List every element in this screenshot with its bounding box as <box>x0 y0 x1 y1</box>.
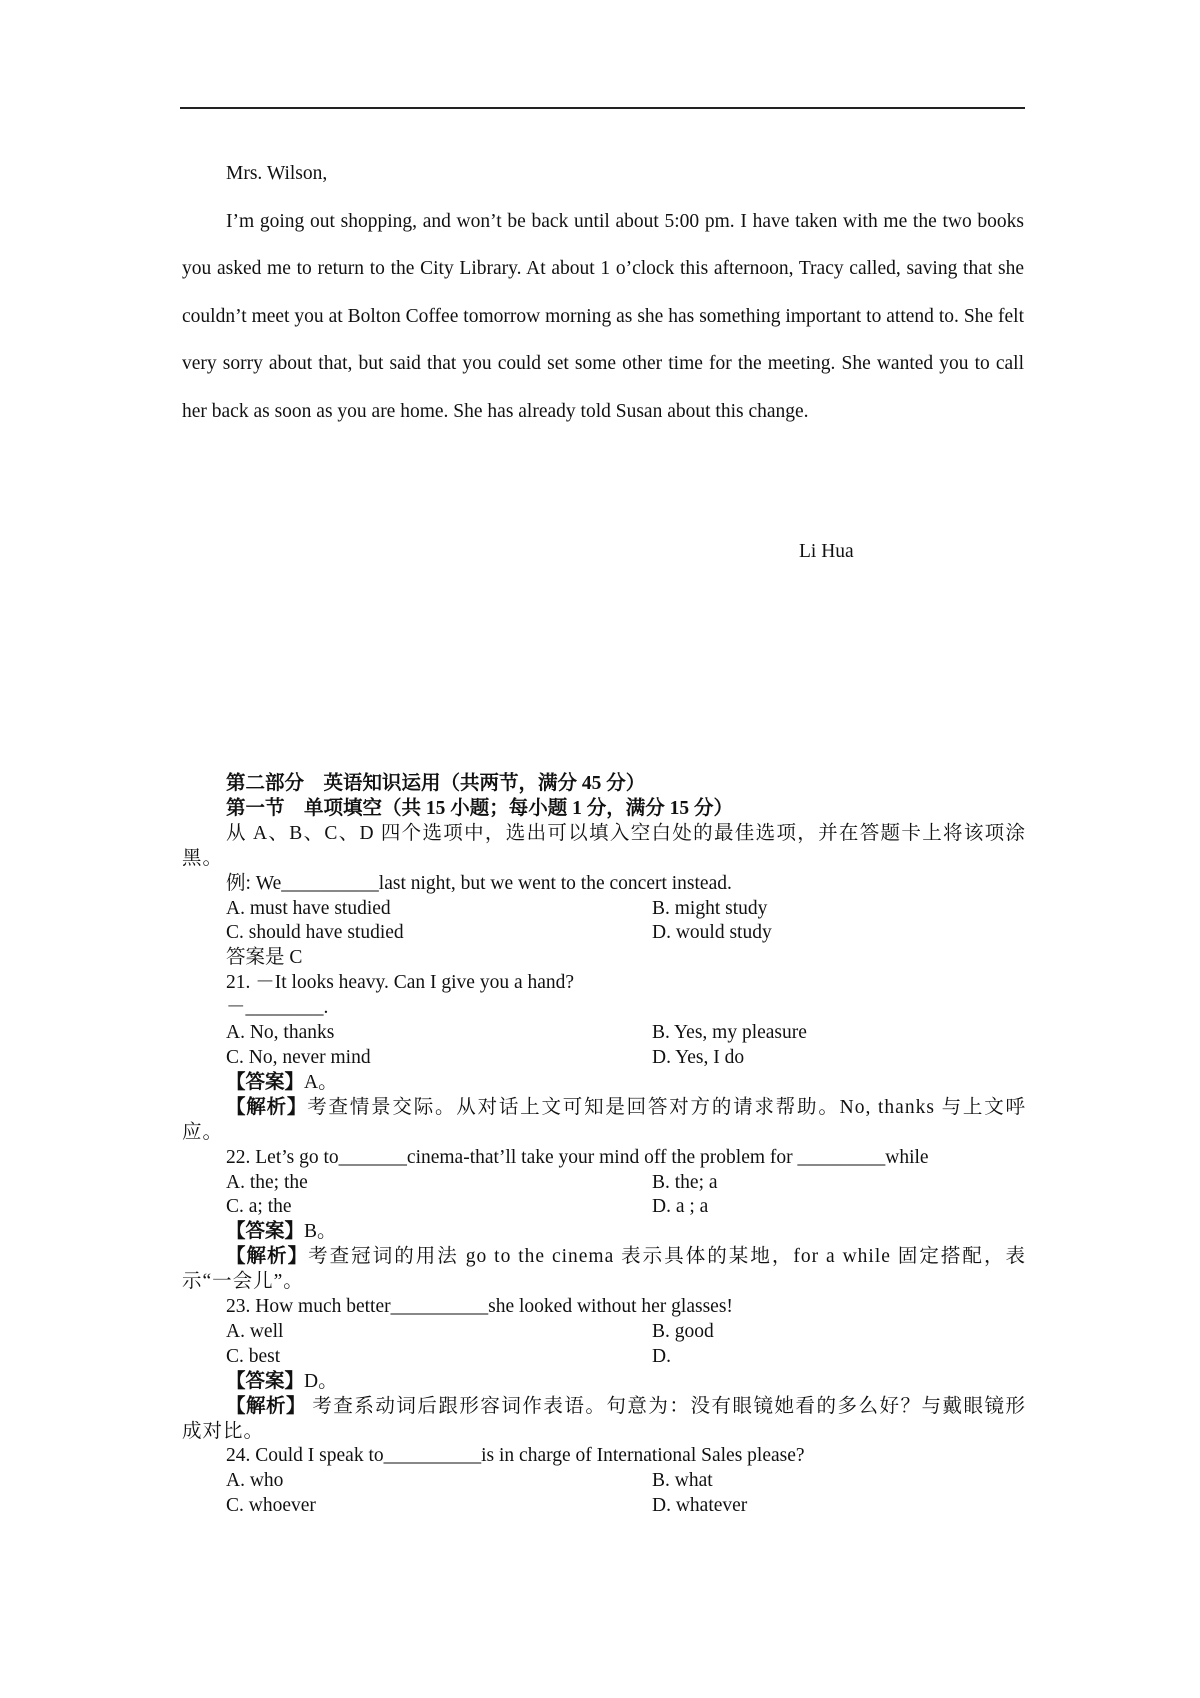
example-option-b: B. might study <box>652 897 768 919</box>
q24-option-a: A. who <box>226 1470 284 1492</box>
letter-signature: Li Hua <box>799 541 854 562</box>
q21-option-d: D. Yes, I do <box>652 1046 745 1068</box>
q23-analysis <box>182 1395 1026 1445</box>
q21-option-a: A. No, thanks <box>226 1022 335 1044</box>
q24-stem: 24. Could I speak to__________is in charge of International Sales please? <box>226 1445 805 1467</box>
example-option-c: C. should have studied <box>226 922 404 944</box>
example-option-d: D. would study <box>652 922 772 944</box>
section-one-heading: 第一节 单项填空（共 15 小题；每小题 1 分，满分 15 分） <box>226 797 734 819</box>
q23-options-row-2 <box>182 1345 1026 1370</box>
q21-analysis <box>182 1096 1026 1146</box>
q22-option-c: C. a; the <box>226 1196 292 1218</box>
example-options-row-1 <box>182 897 1026 922</box>
q22-answer-value: B。 <box>304 1221 337 1243</box>
q24-option-b: B. what <box>652 1470 713 1492</box>
q23-option-c: C. best <box>226 1345 281 1367</box>
q24-options-row-1 <box>182 1469 1026 1494</box>
part-two <box>182 772 1026 1519</box>
instructions: 从 A、B、C、D 四个选项中，选出可以填入空白处的最佳选项，并在答题卡上将该项涂黑。 <box>182 822 1026 869</box>
q23-analysis-text: 考查系动词后跟形容词作表语。句意为：没有眼镜她看的多么好？与戴眼镜形成对比。 <box>182 1395 1026 1442</box>
q21-answer-value: A。 <box>304 1071 338 1093</box>
q22-answer <box>182 1220 1026 1245</box>
answer-tag: 【答案】 <box>226 1370 305 1392</box>
q24-options-row-2 <box>182 1494 1026 1519</box>
q22-option-b: B. the; a <box>652 1171 718 1193</box>
example-options-row-2 <box>182 921 1026 946</box>
q22-options-row-1 <box>182 1171 1026 1196</box>
q23-option-a: A. well <box>226 1320 284 1342</box>
q22-analysis <box>182 1245 1026 1295</box>
header-rule <box>180 107 1025 109</box>
q21-answer <box>182 1071 1026 1096</box>
example-answer: 答案是 C <box>226 947 303 969</box>
analysis-tag: 【解析】 <box>226 1395 307 1417</box>
q22-options-row-2 <box>182 1195 1026 1220</box>
example-option-a: A. must have studied <box>226 897 391 919</box>
q21-stem: 21. －It looks heavy. Can I give you a hand? <box>226 972 575 994</box>
letter-salutation: Mrs. Wilson, <box>226 163 328 184</box>
q22-option-a: A. the; the <box>226 1171 308 1193</box>
q23-options-row-1 <box>182 1320 1026 1345</box>
example-stem: 例: We__________last night, but we went to the concert instead. <box>226 872 732 894</box>
analysis-tag: 【解析】 <box>226 1246 309 1268</box>
letter <box>182 150 1024 562</box>
answer-tag: 【答案】 <box>226 1071 305 1093</box>
q22-analysis-text: 考查冠词的用法 go to the cinema 表示具体的某地，for a while 固定搭配，表示“一会儿”。 <box>182 1246 1026 1293</box>
part-two-heading: 第二部分 英语知识运用（共两节，满分 45 分） <box>226 773 646 794</box>
q23-option-b: B. good <box>652 1320 714 1342</box>
q21-options-row-1 <box>182 1021 1026 1046</box>
q21-reply: －________. <box>226 997 329 1019</box>
answer-tag: 【答案】 <box>226 1221 305 1243</box>
q22-option-d: D. a ; a <box>652 1196 709 1218</box>
q21-option-b: B. Yes, my pleasure <box>652 1022 807 1044</box>
q24-option-c: C. whoever <box>226 1495 316 1517</box>
q21-analysis-text: 考查情景交际。从对话上文可知是回答对方的请求帮助。No, thanks 与上文呼应。 <box>182 1096 1026 1143</box>
q21-options-row-2 <box>182 1046 1026 1071</box>
q23-option-d: D. <box>652 1345 671 1367</box>
analysis-tag: 【解析】 <box>226 1096 308 1118</box>
q24-option-d: D. whatever <box>652 1495 748 1517</box>
letter-body: I’m going out shopping, and won’t be back until about 5:00 pm. I have taken with me the two books you asked me to return to the City Library. At about 1 o’clock this afternoon, Tracy called, saving that she couldn’t meet you at Bolton Coffee tomorrow morning as she has something important to attend to. She felt very sorry about that, but said that you could set some other time for the meeting. She wanted you to call her back as soon as you are home. She has already told Susan about this change. <box>182 210 1024 422</box>
q23-answer <box>182 1370 1026 1395</box>
q21-option-c: C. No, never mind <box>226 1046 371 1068</box>
q23-stem: 23. How much better__________she looked without her glasses! <box>226 1296 733 1318</box>
q23-answer-value: D。 <box>304 1370 338 1392</box>
q22-stem: 22. Let’s go to_______cinema-that’ll take your mind off the problem for _________while <box>226 1146 929 1168</box>
